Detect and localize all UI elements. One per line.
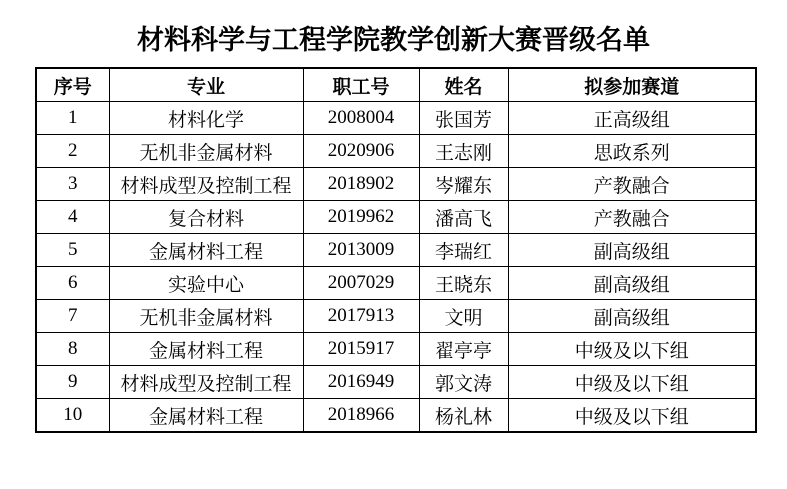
table-row: [36, 300, 756, 333]
cell-index: 3: [36, 168, 109, 201]
cell-staff-id: 2016949: [303, 366, 419, 399]
cell-index: 5: [36, 234, 109, 267]
cell-major: 无机非金属材料: [109, 135, 303, 168]
cell-major: 金属材料工程: [109, 234, 303, 267]
cell-track: 正高级组: [508, 102, 756, 135]
cell-track: 中级及以下组: [508, 333, 756, 366]
cell-staff-id: 2008004: [303, 102, 419, 135]
cell-index: 6: [36, 267, 109, 300]
table-row: [36, 267, 756, 300]
cell-index: 8: [36, 333, 109, 366]
table-row: [36, 102, 756, 135]
page-title: 材料科学与工程学院教学创新大赛晋级名单: [137, 25, 650, 55]
cell-major: 材料成型及控制工程: [109, 366, 303, 399]
cell-track: 副高级组: [508, 267, 756, 300]
cell-staff-id: 2017913: [303, 300, 419, 333]
table-row: [36, 366, 756, 399]
cell-name: 张国芳: [419, 102, 508, 135]
cell-name: 潘高飞: [419, 201, 508, 234]
column-header-name: 姓名: [419, 68, 508, 102]
cell-name: 翟亭亭: [419, 333, 508, 366]
column-header-staff-id: 职工号: [303, 68, 419, 102]
table-row: [36, 333, 756, 366]
cell-name: 岑耀东: [419, 168, 508, 201]
cell-name: 王志刚: [419, 135, 508, 168]
cell-staff-id: 2020906: [303, 135, 419, 168]
cell-track: 副高级组: [508, 300, 756, 333]
cell-staff-id: 2018902: [303, 168, 419, 201]
cell-major: 材料成型及控制工程: [109, 168, 303, 201]
table-row: [36, 201, 756, 234]
cell-index: 1: [36, 102, 109, 135]
cell-index: 9: [36, 366, 109, 399]
header-row: [36, 68, 756, 102]
cell-staff-id: 2019962: [303, 201, 419, 234]
cell-name: 杨礼林: [419, 399, 508, 433]
cell-major: 复合材料: [109, 201, 303, 234]
cell-index: 7: [36, 300, 109, 333]
cell-staff-id: 2018966: [303, 399, 419, 433]
cell-name: 文明: [419, 300, 508, 333]
cell-name: 王晓东: [419, 267, 508, 300]
table-row: [36, 234, 756, 267]
cell-track: 产教融合: [508, 168, 756, 201]
cell-track: 中级及以下组: [508, 399, 756, 433]
cell-track: 思政系列: [508, 135, 756, 168]
cell-major: 金属材料工程: [109, 399, 303, 433]
cell-track: 副高级组: [508, 234, 756, 267]
cell-staff-id: 2015917: [303, 333, 419, 366]
table-row: [36, 399, 756, 433]
column-header-track: 拟参加赛道: [508, 68, 756, 102]
cell-index: 4: [36, 201, 109, 234]
cell-major: 材料化学: [109, 102, 303, 135]
table-row: [36, 168, 756, 201]
table-row: [36, 135, 756, 168]
cell-index: 2: [36, 135, 109, 168]
cell-major: 无机非金属材料: [109, 300, 303, 333]
cell-track: 产教融合: [508, 201, 756, 234]
promotion-roster-table: [35, 67, 757, 433]
cell-name: 李瑞红: [419, 234, 508, 267]
cell-track: 中级及以下组: [508, 366, 756, 399]
cell-index: 10: [36, 399, 109, 433]
column-header-major: 专业: [109, 68, 303, 102]
cell-staff-id: 2013009: [303, 234, 419, 267]
column-header-index: 序号: [36, 68, 109, 102]
cell-major: 实验中心: [109, 267, 303, 300]
cell-major: 金属材料工程: [109, 333, 303, 366]
cell-name: 郭文涛: [419, 366, 508, 399]
cell-staff-id: 2007029: [303, 267, 419, 300]
